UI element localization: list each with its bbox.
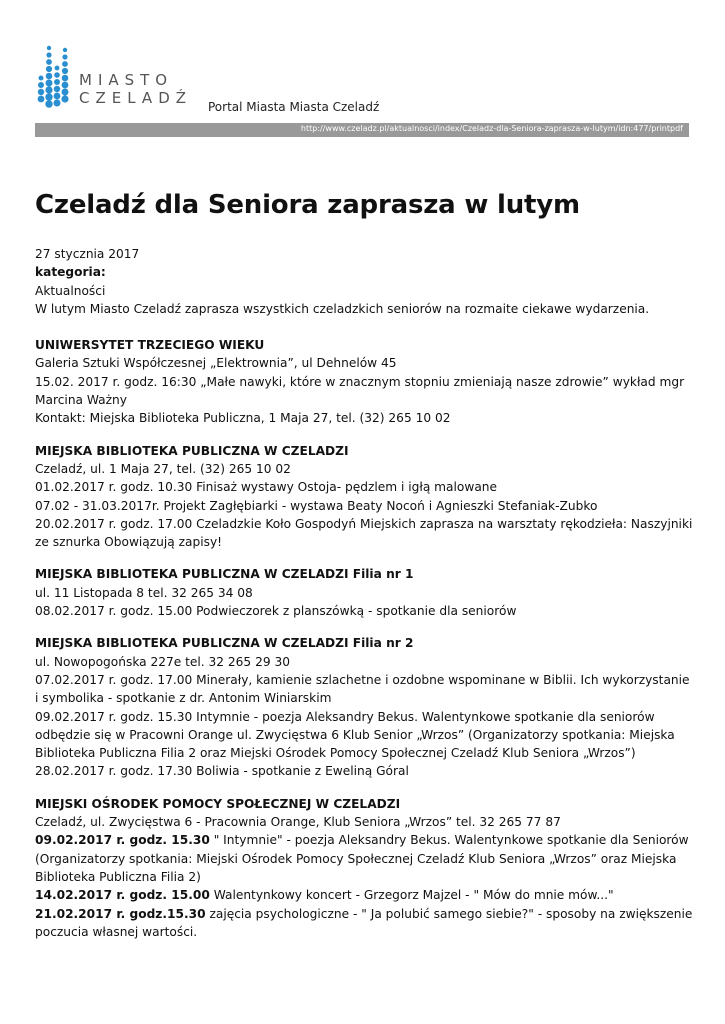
- section-line: 07.02.2017 r. godz. 17.00 Minerały, kamienie szlachetne i ozdobne wspominane w Biblii. Ich wykorzystanie: [35, 672, 690, 687]
- section-line: Marcina Ważny: [35, 393, 127, 408]
- section-mbp-filia1: [35, 565, 695, 620]
- section-line: poczucia własnej wartości.: [35, 924, 198, 939]
- article-content: [35, 245, 695, 941]
- logo-dot: [62, 82, 69, 89]
- event-line: [35, 831, 695, 849]
- portal-name: Portal Miasta Miasta Czeladź: [208, 100, 380, 114]
- logo-dot: [62, 89, 69, 96]
- logo-dot: [46, 73, 53, 80]
- event-line: [35, 886, 695, 904]
- section-line: ze sznurka Obowiązują zapisy!: [35, 535, 223, 550]
- logo-line2: CZELADŹ: [79, 89, 193, 107]
- logo-dot: [47, 46, 51, 50]
- section-title: UNIWERSYTET TRZECIEGO WIEKU: [35, 338, 265, 353]
- section-line: 15.02. 2017 r. godz. 16:30 „Małe nawyki, które w znacznym stopniu zmieniają nasze zdrowie” wykład mgr: [35, 374, 685, 389]
- section-mbp-filia2: [35, 634, 695, 780]
- article-intro: W lutym Miasto Czeladź zaprasza wszystkich czeladzkich seniorów na rozmaite ciekawe wydarzenia.: [35, 301, 650, 316]
- logo-dot: [54, 79, 60, 85]
- category-label: kategoria:: [35, 265, 106, 280]
- event-date: 14.02.2017 r. godz. 15.00: [35, 888, 210, 903]
- section-title: MIEJSKA BIBLIOTEKA PUBLICZNA W CZELADZI: [35, 443, 349, 458]
- logo-dot: [46, 80, 53, 87]
- logo-dot: [62, 54, 67, 59]
- section-line: 07.02 - 31.03.2017r. Projekt Zagłębiarki - wystawa Beaty Nocoń i Agnieszki Stefaniak-Zubko: [35, 498, 598, 513]
- section-title: MIEJSKA BIBLIOTEKA PUBLICZNA W CZELADZI Filia nr 2: [35, 636, 414, 651]
- section-line: Kontakt: Miejska Biblioteka Publiczna, 1 Maja 27, tel. (32) 265 10 02: [35, 411, 451, 426]
- section-line: 28.02.2017 r. godz. 17.30 Boliwia - spotkanie z Eweliną Góral: [35, 764, 409, 779]
- section-line: Galeria Sztuki Współczesnej „Elektrownia”, ul Dehnelów 45: [35, 356, 397, 371]
- event-date: 09.02.2017 r. godz. 15.30: [35, 833, 210, 848]
- logo-dot: [62, 61, 68, 67]
- event-text: zajęcia psychologiczne - " Ja polubić samego siebie?" - sposoby na zwiększenie: [205, 906, 693, 921]
- logo-dot: [46, 59, 52, 65]
- event-text: Walentynkowy koncert - Grzegorz Majzel - " Mów do mnie mów...": [209, 888, 614, 903]
- logo-dot: [55, 66, 60, 71]
- logo-dot: [63, 48, 67, 52]
- event-text: " Intymnie" - poezja Aleksandry Bekus. Walentynkowe spotkanie dla Seniorów: [209, 833, 689, 848]
- logo-dot: [39, 76, 44, 81]
- logo-dot: [54, 93, 61, 100]
- logo-dot: [45, 86, 52, 93]
- section-line: ul. Nowopogońska 227e tel. 32 265 29 30: [35, 654, 290, 669]
- section-line: (Organizatorzy spotkania: Miejski Ośrodek Pomocy Społecznej Czeladź Klub Seniora „Wrzos” oraz Miejska: [35, 851, 677, 866]
- logo-dot: [54, 86, 60, 92]
- section-line: 20.02.2017 r. godz. 17.00 Czeladzkie Koło Gospodyń Miejskich zaprasza na warsztaty rękodzieła: Naszyjniki: [35, 516, 693, 531]
- section-line: 09.02.2017 r. godz. 15.30 Intymnie - poezja Aleksandry Bekus. Walentynkowe spotkanie dla seniorów: [35, 709, 655, 724]
- logo-dot: [45, 100, 52, 107]
- logo-dot: [46, 66, 52, 72]
- logo-dot: [38, 89, 44, 95]
- logo-dot: [61, 95, 68, 102]
- section-title: MIEJSKA BIBLIOTEKA PUBLICZNA W CZELADZI Filia nr 1: [35, 567, 414, 582]
- section-utw: [35, 336, 695, 427]
- section-line: Czeladź, ul. Zwycięstwa 6 - Pracownia Orange, Klub Seniora „Wrzos” tel. 32 265 77 87: [35, 815, 561, 830]
- logo-dot: [62, 68, 68, 74]
- page-url[interactable]: http://www.czeladz.pl/aktualnosci/index/Czeladz-dla-Seniora-zaprasza-w-lutym/idn:477/printpdf: [300, 124, 683, 133]
- logo-dot: [54, 72, 60, 78]
- section-line: i symbolika - spotkanie z dr. Antonim Winiarskim: [35, 691, 332, 706]
- event-line: [35, 905, 695, 923]
- section-line: Czeladź, ul. 1 Maja 27, tel. (32) 265 10 02: [35, 461, 291, 476]
- category-value: Aktualności: [35, 283, 106, 298]
- logo-dot: [38, 82, 44, 88]
- section-line: Biblioteka Publiczna Filia 2 oraz Miejski Ośrodek Pomocy Społecznej Czeladź Klub Seniora „Wrzos”): [35, 746, 636, 761]
- logo-line1: MIASTO: [79, 71, 174, 89]
- logo-dot: [62, 75, 69, 82]
- logo-dot: [46, 52, 51, 57]
- event-date: 21.02.2017 r. godz.15.30: [35, 906, 206, 921]
- article-title: Czeladź dla Seniora zaprasza w lutym: [35, 190, 580, 220]
- section-mbp: [35, 442, 695, 552]
- section-line: 01.02.2017 r. godz. 10.30 Finisaż wystawy Ostoja- pędzlem i igłą malowane: [35, 480, 498, 495]
- section-title: MIEJSKI OŚRODEK POMOCY SPOŁECZNEJ W CZELADZI: [35, 796, 401, 811]
- logo-dot: [54, 100, 61, 107]
- article-date: 27 stycznia 2017: [35, 247, 140, 261]
- section-line: ul. 11 Listopada 8 tel. 32 265 34 08: [35, 585, 253, 600]
- section-line: Biblioteka Publiczna Filia 2): [35, 869, 201, 884]
- logo-dots-icon: [35, 38, 75, 113]
- url-bar: [35, 123, 689, 137]
- city-logo: [35, 38, 205, 113]
- section-line: odbędzie się w Pracowni Orange ul. Zwycięstwa 6 Klub Senior „Wrzos” (Organizatorzy spotkania: Miejska: [35, 727, 675, 742]
- logo-dot: [45, 93, 52, 100]
- section-line: 08.02.2017 r. godz. 15.00 Podwieczorek z planszówką - spotkanie dla seniorów: [35, 604, 517, 619]
- section-mops: [35, 795, 695, 941]
- logo-dot: [38, 96, 45, 103]
